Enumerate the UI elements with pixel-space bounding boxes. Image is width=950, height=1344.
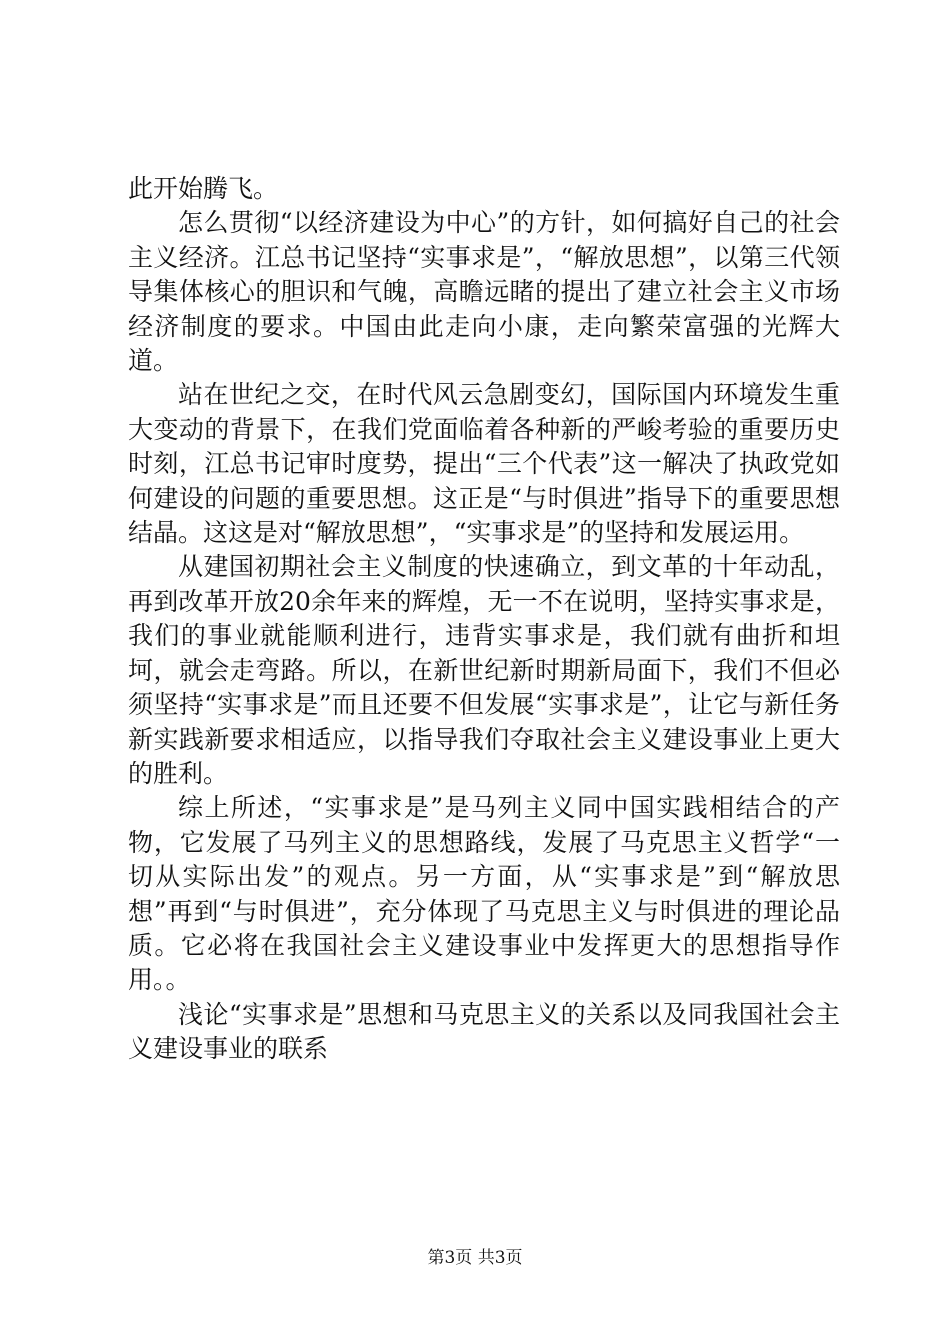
- document-body: [128, 172, 840, 1067]
- paragraph-2: 怎么贯彻“以经济建设为中心”的方针，如何搞好自己的社会主义经济。江总书记坚持“实事求是”，“解放思想”，以第三代领导集体核心的胆识和气魄，高瞻远睹的提出了建立社会主义市场经济制度的要求。中国由此走向小康，走向繁荣富强的光辉大道。: [128, 208, 840, 376]
- page-footer: 第3页 共3页: [427, 1248, 523, 1268]
- paragraph-5: 综上所述，“实事求是”是马列主义同中国实践相结合的产物，它发展了马列主义的思想路线，发展了马克思主义哲学“一切从实际出发”的观点。另一方面，从“实事求是”到“解放思想”再到“与时俱进”，充分体现了马克思主义与时俱进的理论品质。它必将在我国社会主义建设事业中发挥更大的思想指导作用。。: [128, 793, 840, 995]
- paragraph-4: 从建国初期社会主义制度的快速确立，到文革的十年动乱，再到改革开放20余年来的辉煌，无一不在说明，坚持实事求是，我们的事业就能顺利进行，违背实事求是，我们就有曲折和坦坷，就会走弯路。所以，在新世纪新时期新局面下，我们不但必须坚持“实事求是”而且还要不但发展“实事求是”，让它与新任务新实践新要求相适应，以指导我们夺取社会主义建设事业上更大的胜利。: [128, 552, 840, 788]
- paragraph-3: 站在世纪之交，在时代风云急剧变幻，国际国内环境发生重大变动的背景下，在我们党面临着各种新的严峻考验的重要历史时刻，江总书记审时度势，提出“三个代表”这一解决了执政党如何建设的问题的重要思想。这正是“与时俱进”指导下的重要思想结晶。这这是对“解放思想”，“实事求是”的坚持和发展运用。: [128, 380, 840, 548]
- paragraph-1: 此开始腾飞。: [128, 174, 279, 203]
- paragraph-6: 浅论“实事求是”思想和马克思主义的关系以及同我国社会主义建设事业的联系: [128, 999, 840, 1064]
